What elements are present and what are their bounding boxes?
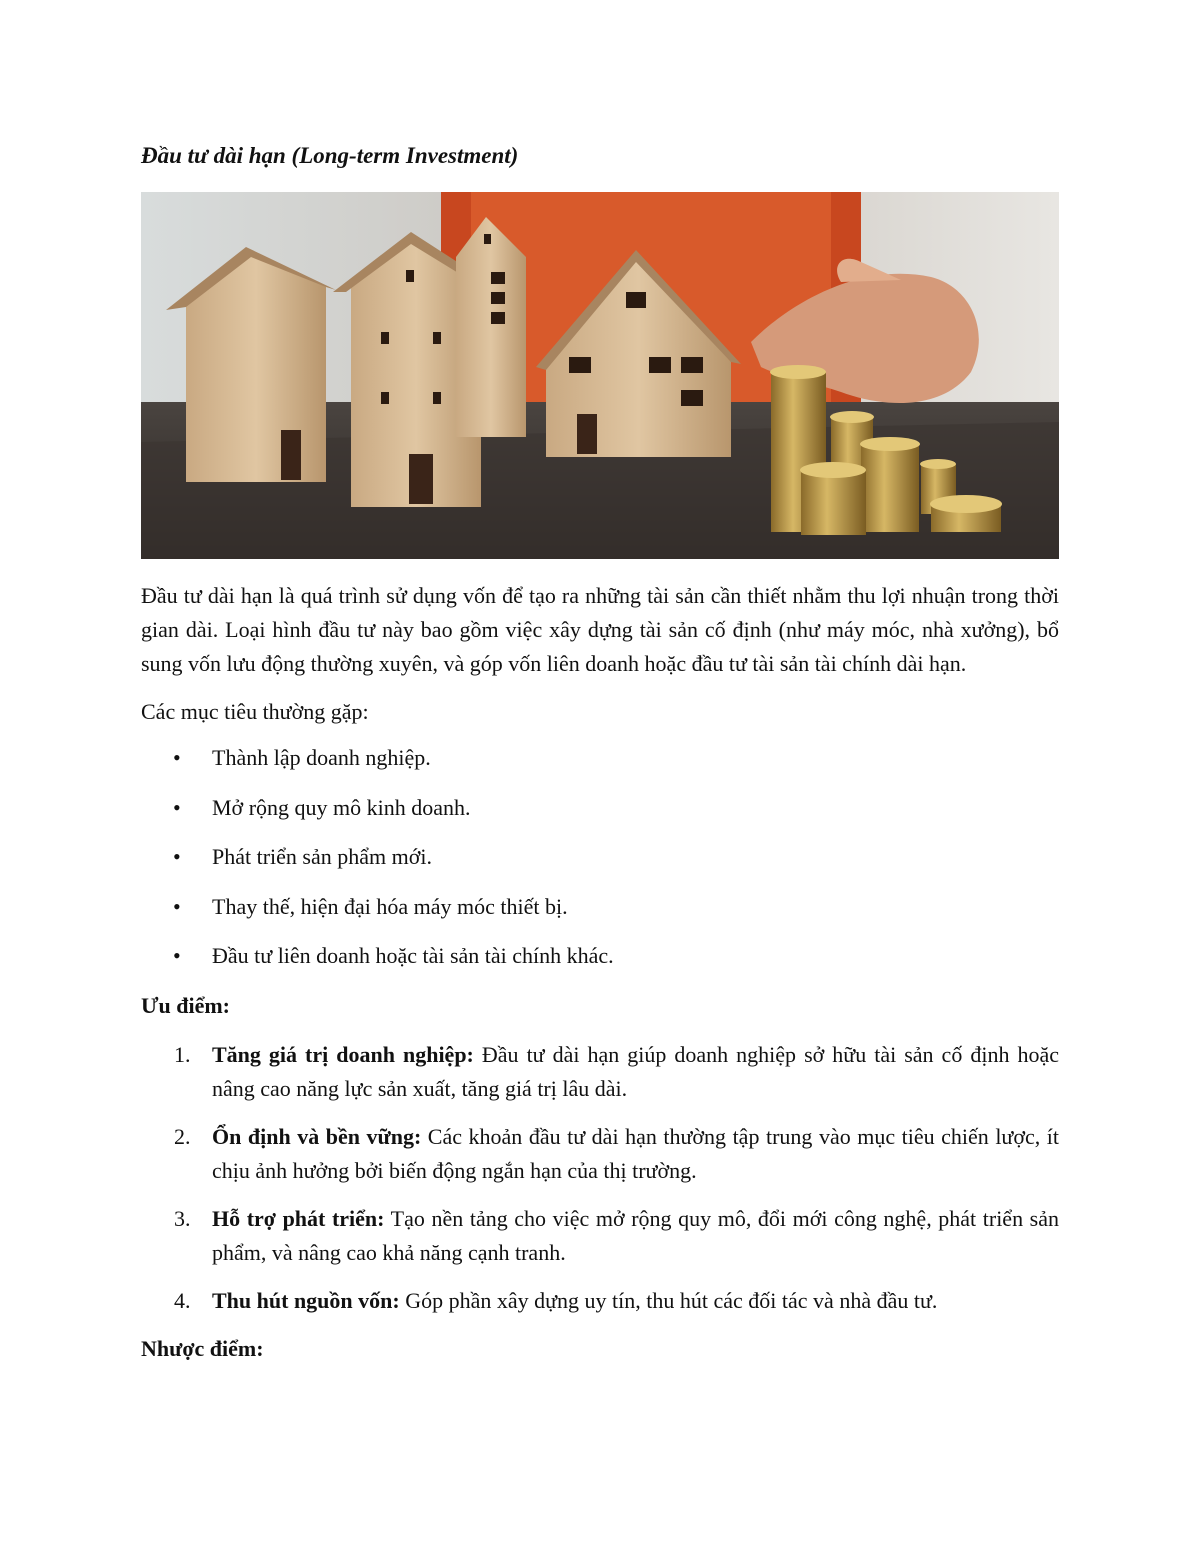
- houses-coins-photo: [141, 192, 1059, 559]
- advantages-list: [141, 1038, 1059, 1318]
- bullet-icon: •: [173, 943, 181, 968]
- list-item: • Phát triển sản phẩm mới.: [141, 840, 1059, 874]
- document-title: Đầu tư dài hạn (Long-term Investment): [141, 143, 519, 168]
- bullet-icon: •: [173, 745, 181, 770]
- advantages-heading: Ưu điểm:: [141, 992, 231, 1018]
- list-item: 1. Tăng giá trị doanh nghiệp: Đầu tư dài hạn giúp doanh nghiệp sở hữu tài sản cố định hoặc nâng cao năng lực sản xuất, tăng giá trị lâu dài.: [174, 1041, 1059, 1101]
- goals-lead: Các mục tiêu thường gặp:: [141, 699, 369, 724]
- goals-list: [141, 741, 1059, 973]
- bullet-icon: •: [173, 794, 181, 820]
- list-item: • Thay thế, hiện đại hóa máy móc thiết bị.: [141, 890, 1059, 924]
- list-item: 2. Ổn định và bền vững: Các khoản đầu tư dài hạn thường tập trung vào mục tiêu chiến lược, ít chịu ảnh hưởng bởi biến động ngắn hạn của thị trường.: [174, 1123, 1060, 1183]
- intro-paragraph: Đầu tư dài hạn là quá trình sử dụng vốn để tạo ra những tài sản cần thiết nhằm thu lợi nhuận trong thời gian dài. Loại hình đầu tư này bao gồm việc xây dựng tài sản cố định (như máy móc, nhà xưởng), bổ sung vốn lưu động thường xuyên, và góp vốn liên doanh hoặc đầu tư tài sản tài chính dài hạn.: [141, 583, 1059, 676]
- list-item: 3. Hỗ trợ phát triển: Tạo nền tảng cho việc mở rộng quy mô, đổi mới công nghệ, phát triển sản phẩm, và nâng cao khả năng cạnh tranh.: [174, 1205, 1059, 1265]
- list-item: • Đầu tư liên doanh hoặc tài sản tài chính khác.: [141, 939, 1059, 973]
- list-item: • Thành lập doanh nghiệp.: [141, 741, 1059, 775]
- disadvantages-heading: Nhược điểm:: [141, 1335, 264, 1361]
- document-page: [141, 140, 1059, 1381]
- list-item: 4. Thu hút nguồn vốn: Góp phần xây dựng uy tín, thu hút các đối tác và nhà đầu tư.: [174, 1287, 938, 1313]
- list-item: • Mở rộng quy mô kinh doanh.: [141, 791, 1059, 825]
- bullet-icon: •: [173, 844, 181, 869]
- bullet-icon: •: [173, 893, 181, 919]
